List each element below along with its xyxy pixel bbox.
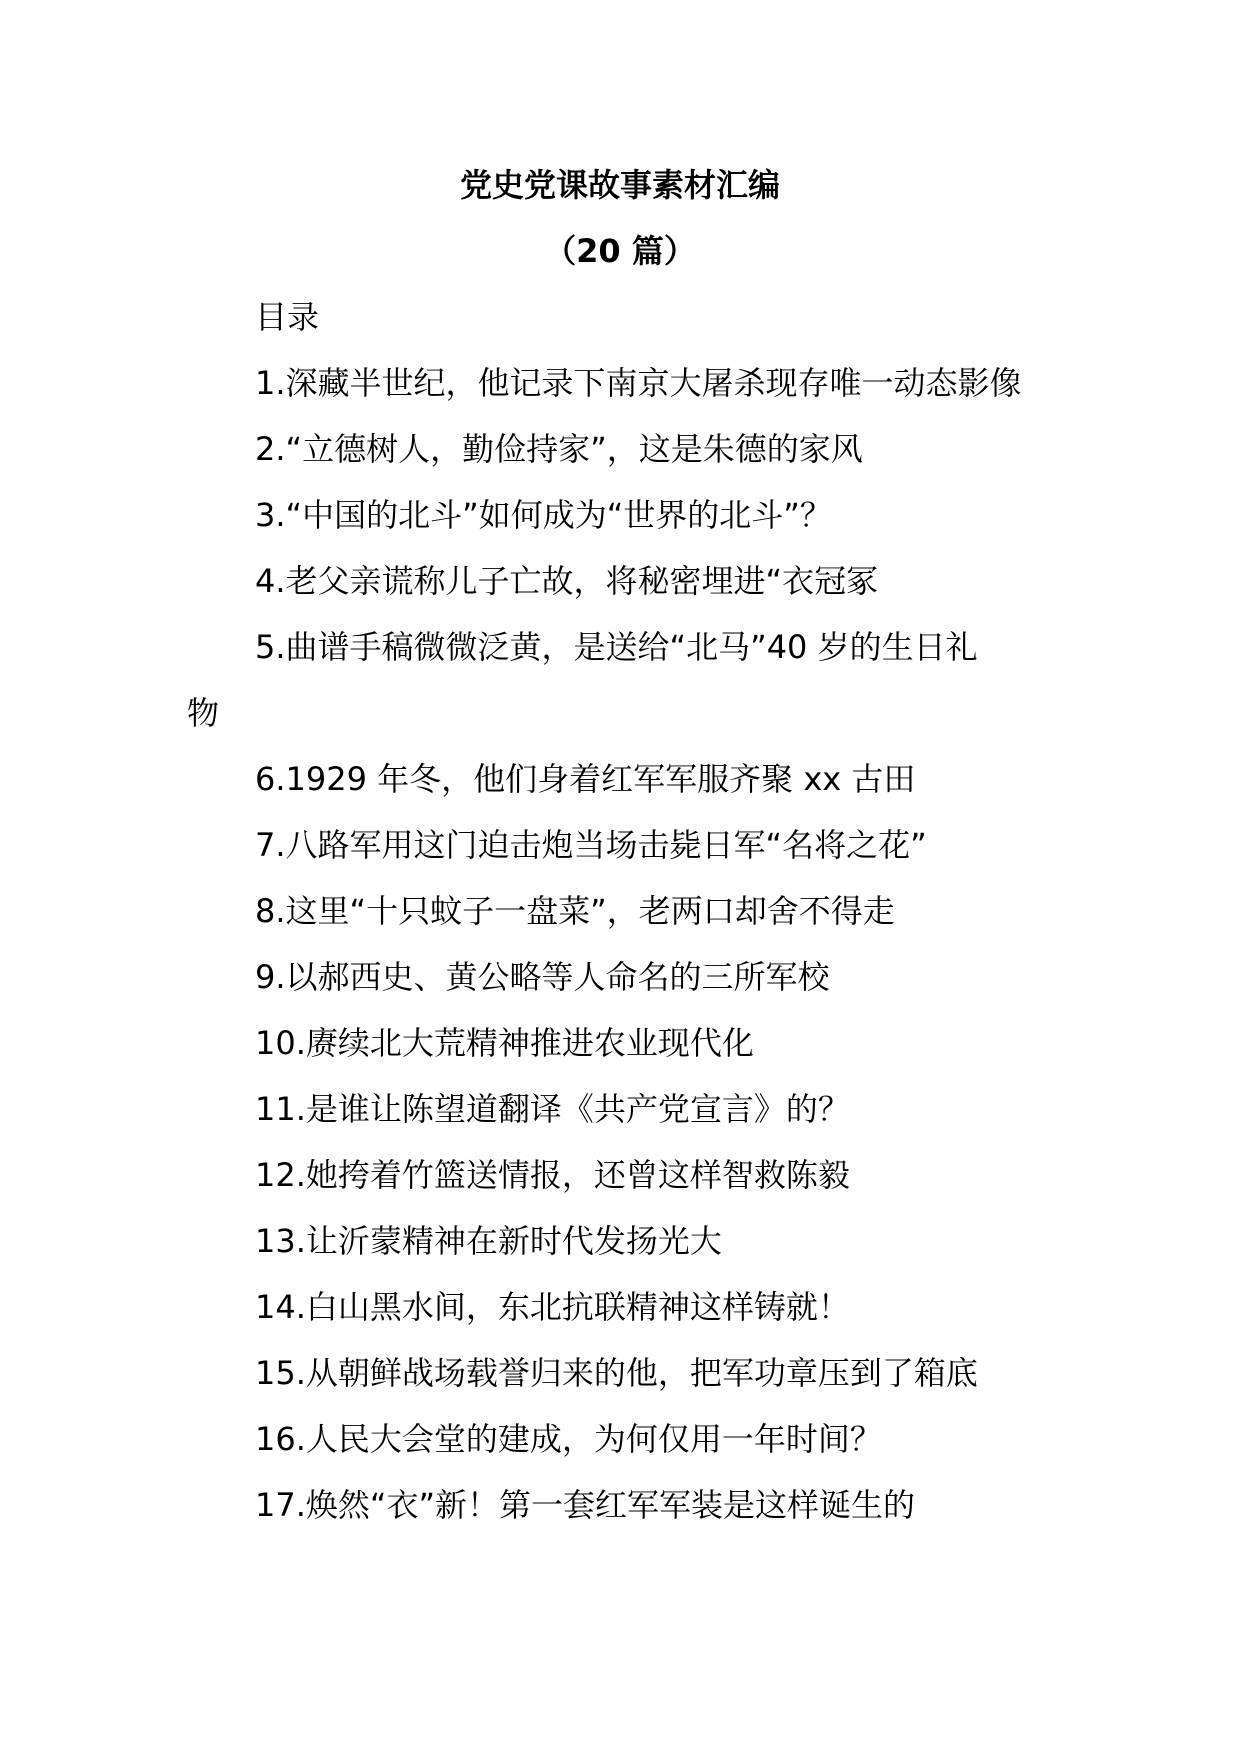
document-subtitle: （20 篇） [544, 232, 696, 270]
toc-item: 5.曲谱手稿微微泛黄，是送给“北马”40 岁的生日礼 [255, 628, 978, 666]
toc-item: 6.1929 年冬，他们身着红军军服齐聚 xx 古田 [255, 760, 916, 798]
toc-item: 14.白山黑水间，东北抗联精神这样铸就！ [255, 1288, 850, 1326]
document-title: 党史党课故事素材汇编 [459, 166, 780, 204]
toc-item: 2.“立德树人，勤俭持家”，这是朱德的家风 [255, 430, 863, 468]
toc-item: 8.这里“十只蚊子一盘菜”，老两口却舍不得走 [255, 892, 895, 930]
toc-item: 10.赓续北大荒精神推进农业现代化 [255, 1024, 754, 1062]
toc-item: 15.从朝鲜战场载誉归来的他，把军功章压到了箱底 [255, 1354, 978, 1392]
toc-item: 4.老父亲谎称儿子亡故，将秘密埋进“衣冠冢 [255, 562, 879, 600]
toc-item: 17.焕然“衣”新！第一套红军军装是这样诞生的 [255, 1486, 916, 1524]
toc-item: 16.人民大会堂的建成，为何仅用一年时间？ [255, 1420, 882, 1458]
toc-item: 7.八路军用这门迫击炮当场击毙日军“名将之花” [255, 826, 927, 864]
toc-item: 11.是谁让陈望道翻译《共产党宣言》的？ [255, 1090, 850, 1128]
toc-item: 9.以郝西史、黄公略等人命名的三所军校 [255, 958, 830, 996]
toc-item: 13.让沂蒙精神在新时代发扬光大 [255, 1222, 722, 1260]
toc-item: 1.深藏半世纪，他记录下南京大屠杀现存唯一动态影像 [255, 364, 1022, 402]
toc-item-continuation: 物 [187, 694, 220, 732]
toc-item: 3.“中国的北斗”如何成为“世界的北斗”？ [255, 496, 832, 534]
toc-item: 12.她挎着竹篮送情报，还曾这样智救陈毅 [255, 1156, 850, 1194]
toc-heading: 目录 [255, 298, 320, 336]
